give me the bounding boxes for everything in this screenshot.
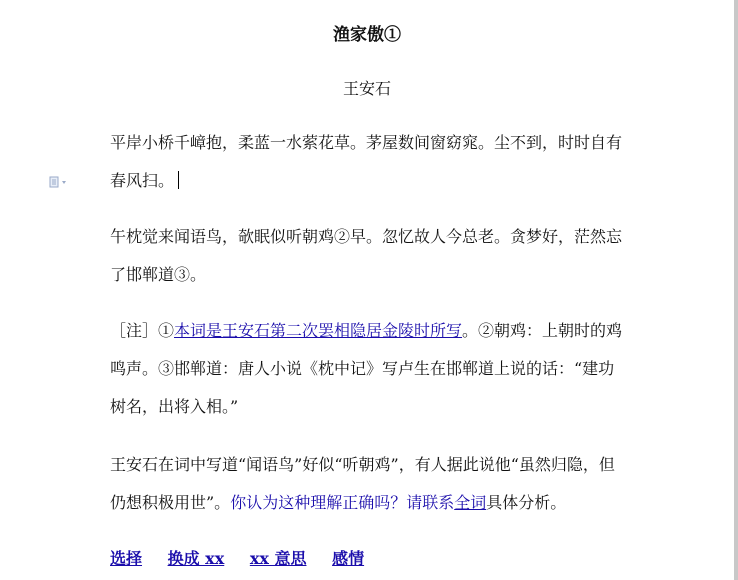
link-replace[interactable]: 换成 xx <box>167 549 225 568</box>
note-link[interactable]: 本词是王安石第二次罢相隐居金陵时所写 <box>174 321 463 340</box>
question-end: 具体分析。 <box>486 493 567 512</box>
poem-stanza-2: 午枕觉来闻语鸟，欹眠似听朝鸡②早。忽忆故人今总老。贪梦好，茫然忘了邯郸道③。 <box>110 227 623 284</box>
note-prefix: ［注］① <box>110 321 175 340</box>
text-cursor <box>178 171 179 189</box>
question-paragraph <box>110 446 630 522</box>
page-edge <box>734 0 738 580</box>
poem-stanza-1 <box>110 124 630 200</box>
link-meaning[interactable]: xx 意思 <box>249 549 307 568</box>
bottom-link-bar <box>110 540 364 578</box>
question-part1: 王安石在词中写道“闻语鸟”好似“听朝鸡”，有人据此说他“虽然归隐，但仍想积极用世”。 <box>110 455 615 512</box>
annotation-note <box>110 312 630 426</box>
link-select[interactable]: 选择 <box>110 549 143 568</box>
poem-author: 王安石 <box>342 79 391 98</box>
question-blue-text: 你认为这种理解正确吗？请联系 <box>230 493 455 512</box>
question-link[interactable]: 全词 <box>454 493 487 512</box>
poem-title: 渔家傲① <box>333 25 401 45</box>
note-rest: 。②朝鸡：上朝时的鸡鸣声。③邯郸道：唐人小说《枕中记》写卢生在邯郸道上说的话：“建功树名，出将入相。” <box>110 321 623 416</box>
stanza-1-text: 平岸小桥千嶂抱，柔蓝一水萦花草。茅屋数间窗窈窕。尘不到，时时自有春风扫。 <box>110 133 623 190</box>
document-icon[interactable] <box>48 176 70 188</box>
link-emotion[interactable]: 感情 <box>332 549 365 568</box>
